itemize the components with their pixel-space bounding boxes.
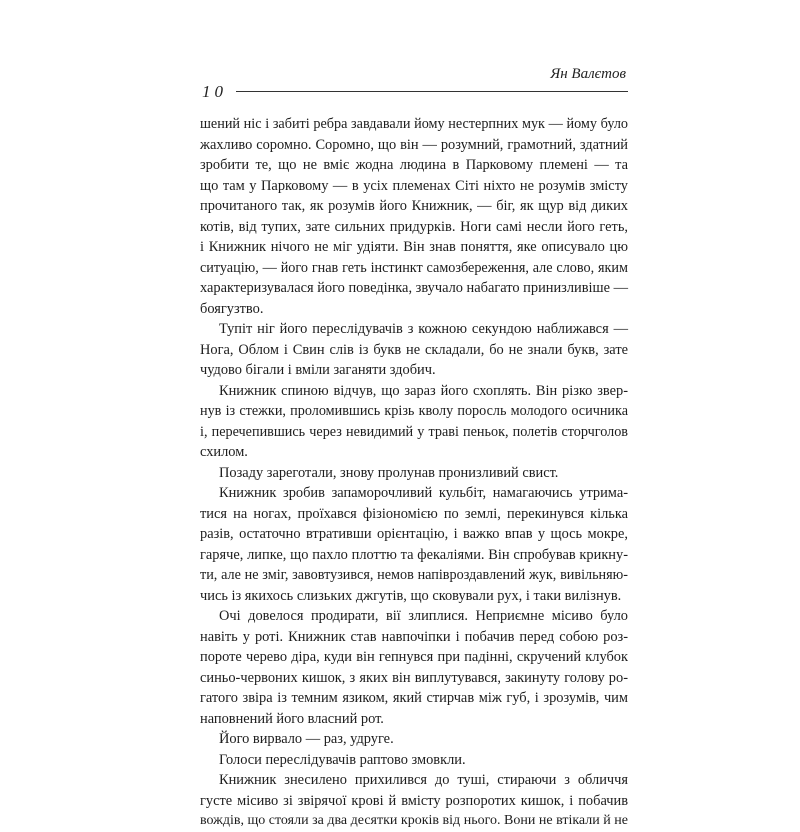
text-line: тися на ногах, проїхався фізіономією по землі, перекинувся кілька <box>200 505 628 522</box>
running-head-author: Ян Валєтов <box>550 66 626 82</box>
page-number: 10 <box>202 82 227 101</box>
text-line: наповнений його власний рот. <box>200 710 384 727</box>
text-line: боягузтво. <box>200 300 264 317</box>
text-line: вождів, що стояли за два десятки кроків від нього. Вони не втікали й не <box>200 813 628 828</box>
text-line: Голоси переслідувачів раптово змовкли. <box>219 751 466 768</box>
text-line: і Книжник нічого не міг удіяти. Він знав поняття, яке описувало цю <box>200 239 628 255</box>
text-line: шений ніс і забиті ребра завдавали йому нестерпних мук — йому було <box>200 116 628 132</box>
text-line: пороте черево діра, куди він гепнувся при падінні, скручений клубок <box>200 649 628 665</box>
text-line: нув із стежки, проломившись крізь кволу поросль молодого осичника <box>200 403 628 419</box>
text-line: прочитаного так, як розумів його Книжник, — біг, як щур від диких <box>200 198 628 214</box>
text-line: Книжник спиною відчув, що зараз його схоплять. Він різко звер- <box>219 382 628 399</box>
text-line: зробити те, що не вміє жодна людина в Парковому племені — та <box>200 157 628 173</box>
text-line: Позаду зареготали, знову пролунав пронизливий свист. <box>219 464 559 481</box>
text-line: синьо-червоних кишок, з яких він виплутувався, закинуту голову ро- <box>200 669 628 686</box>
body-text <box>200 114 628 832</box>
text-line: чудово бігали і вміли заганяти здобич. <box>200 362 436 378</box>
text-line: ситуацію, — його гнав геть інстинкт самозбереження, але слово, яким <box>200 259 628 276</box>
text-line: ти, але не зміг, завовтузився, немов напівроздавлений жук, вивільняю- <box>200 567 628 583</box>
text-line: котів, від тупих, зате сильних придурків. Ноги самі несли його геть, <box>200 218 628 235</box>
header-rule <box>236 91 628 92</box>
page-header <box>200 66 628 102</box>
text-line: жахливо соромно. Соромно, що він — розумний, грамотний, здатний <box>200 136 628 153</box>
text-line: і, перечепившись через невидимий у траві пеньок, полетів сторчголов <box>200 423 628 440</box>
text-line: густе місиво зі звірячої крові й вмісту розпоротих кишок, і побачив <box>200 792 628 809</box>
text-line: гатого звіра із темним язиком, який стирчав між губ, і зрозумів, чим <box>200 690 628 706</box>
text-line: гаряче, липке, що пахло плоттю та фекаліями. Він спробував крикну- <box>200 546 628 563</box>
text-line: схилом. <box>200 444 248 460</box>
text-line: характеризувалася його поведінка, звучало набагато принизливіше — <box>200 280 628 296</box>
text-line: Його вирвало — раз, удруге. <box>219 731 394 747</box>
text-line: Нога, Облом і Свин слів із букв не складали, бо не знали букв, зате <box>200 341 628 358</box>
text-line: Очі довелося продирати, вії злиплися. Неприємне місиво було <box>219 608 628 624</box>
text-line: навіть у роті. Книжник став навпочіпки і побачив перед собою роз- <box>200 628 628 645</box>
text-line: разів, остаточно втративши орієнтацію, і важко впав у щось мокре, <box>200 526 628 542</box>
text-line: що там у Парковому — в усіх племенах Сіті ніхто не розумів змісту <box>200 177 628 194</box>
text-line: чись із якихось слизьких джгутів, що сковували рух, і таки вилізнув. <box>200 587 622 604</box>
text-line: Книжник зробив запаморочливий кульбіт, намагаючись утрима- <box>219 485 628 501</box>
text-line: Книжник знесилено прихилився до туші, стираючи з обличчя <box>219 772 628 788</box>
text-line: Тупіт ніг його переслідувачів з кожною секундою наближався — <box>219 321 628 337</box>
